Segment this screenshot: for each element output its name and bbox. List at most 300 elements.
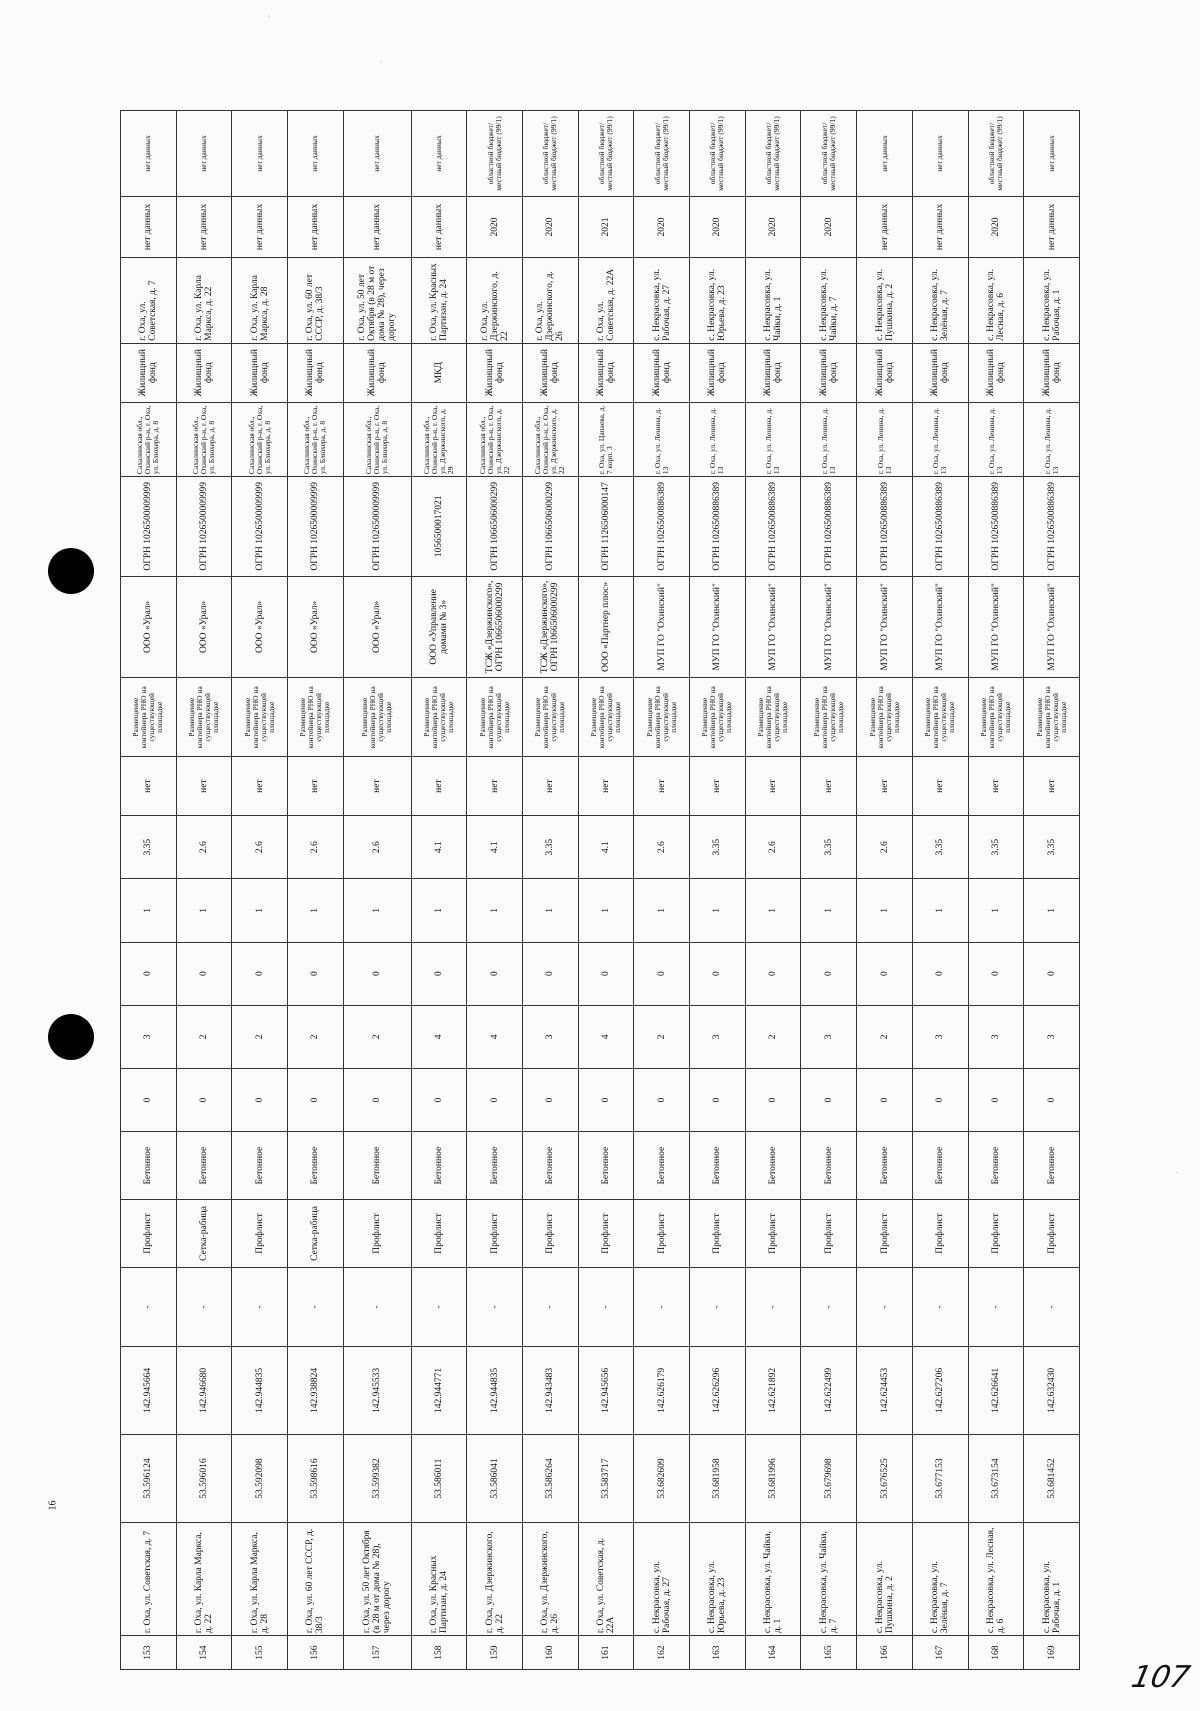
cell-purpose: Размещение контейнера РНО на существующей площадке	[578, 678, 634, 757]
table-row	[522, 111, 578, 1670]
cell-owner-address: Сахалинская обл., Охинский р-н, г. Оха, ул. Дзержинского, д. 22	[522, 402, 578, 477]
cell-purpose: Размещение контейнера РНО на существующей площадке	[467, 678, 523, 757]
cell-purpose: Размещение контейнера РНО на существующей площадке	[411, 678, 467, 757]
cell-source: Жилищный фонд	[121, 343, 177, 402]
cell-source: Жилищный фонд	[343, 343, 411, 402]
scan-speck: ·	[1176, 1170, 1178, 1176]
cell-financing: нет данных	[1024, 111, 1080, 197]
cell-longitude: 142.945664	[121, 1346, 177, 1434]
cell-address: с. Некрасовка, ул. Лесная, д. 6	[968, 1523, 1024, 1636]
cell-capacity: 2.6	[343, 816, 411, 879]
cell-base: Бетонное	[522, 1132, 578, 1200]
cell-bin-volume: 4	[578, 1005, 634, 1068]
cell-longitude: 142.945656	[578, 1346, 634, 1434]
cell-owner-name: МУП ГО "Охинский"	[968, 576, 1024, 678]
cell-owner-address: Сахалинская обл., Охинский р-н, г. Оха, ул. Дзержинского, д. 29	[411, 402, 467, 477]
cell-number: 167	[912, 1636, 968, 1670]
cell-base: Бетонное	[634, 1132, 690, 1200]
cell-financing: областной бюджет/местный бюджет (99/1)	[968, 111, 1024, 197]
cell-kgm: 0	[411, 942, 467, 1005]
cell-surface: Профлист	[343, 1200, 411, 1268]
table-row	[232, 111, 288, 1670]
cell-purpose: Размещение контейнера РНО на существующей площадке	[745, 678, 801, 757]
cell-bins: 0	[745, 1069, 801, 1132]
cell-separate: нет	[634, 757, 690, 816]
cell-bins: 0	[1024, 1069, 1080, 1132]
cell-base: Бетонное	[232, 1132, 288, 1200]
cell-surface: Профлист	[232, 1200, 288, 1268]
cell-capacity: 3.35	[968, 816, 1024, 879]
cell-latitude: 53.599382	[343, 1435, 411, 1523]
table-row	[690, 111, 746, 1670]
cell-source-address: с. Некрасовка, ул. Пушкина, д. 2	[857, 258, 913, 344]
cell-financing: нет данных	[912, 111, 968, 197]
cell-longitude: 142.622499	[801, 1346, 857, 1434]
cell-year: нет данных	[232, 197, 288, 258]
cell-latitude: 53.598616	[288, 1435, 344, 1523]
cell-source-address: с. Некрасовка, ул. Лесная, д. 6	[968, 258, 1024, 344]
cell-owner-ogrn: ОГРН 1026500009999	[232, 477, 288, 576]
cell-latitude: 53.596016	[176, 1435, 232, 1523]
cell-owner-ogrn: ОГРН 1026500009999	[121, 477, 177, 576]
cell-owner-name: ТСЖ «Дзержинского», ОГРН 1066506000299	[522, 576, 578, 678]
cell-owner-name: МУП ГО "Охинский"	[745, 576, 801, 678]
cell-owner-ogrn: ОГРН 1126506000147	[578, 477, 634, 576]
cell-owner-address: г. Оха, ул. Ленина, д. 13	[1024, 402, 1080, 477]
cell-year: нет данных	[1024, 197, 1080, 258]
cell-address: с. Некрасовка, ул. Юрьева, д. 23	[690, 1523, 746, 1636]
cell-bin-volume: 2	[745, 1005, 801, 1068]
cell-number: 158	[411, 1636, 467, 1670]
cell-bins: 0	[690, 1069, 746, 1132]
cell-bin-volume: 3	[801, 1005, 857, 1068]
cell-purpose: Размещение контейнера РНО на существующей площадке	[968, 678, 1024, 757]
cell-source: Жилищный фонд	[745, 343, 801, 402]
table-row	[912, 111, 968, 1670]
cell-capacity: 2.6	[176, 816, 232, 879]
cell-area: -	[1024, 1267, 1080, 1346]
cell-bins-volume-type: 1	[343, 879, 411, 942]
cell-bins-volume-type: 1	[578, 879, 634, 942]
binder-hole	[48, 1014, 94, 1060]
cell-bin-volume: 2	[288, 1005, 344, 1068]
cell-source-address: г. Оха, ул. Дзержинского, д. 26	[522, 258, 578, 344]
cell-bins: 0	[232, 1069, 288, 1132]
cell-owner-ogrn: ОГРН 1026500886389	[634, 477, 690, 576]
cell-purpose: Размещение контейнера РНО на существующей площадке	[912, 678, 968, 757]
cell-financing: нет данных	[857, 111, 913, 197]
cell-surface: Профлист	[968, 1200, 1024, 1268]
table-row	[467, 111, 523, 1670]
cell-number: 156	[288, 1636, 344, 1670]
cell-longitude: 142.632430	[1024, 1346, 1080, 1434]
cell-bin-volume: 2	[857, 1005, 913, 1068]
cell-capacity: 3.35	[912, 816, 968, 879]
cell-source: Жилищный фонд	[634, 343, 690, 402]
cell-bins: 0	[801, 1069, 857, 1132]
cell-owner-name: ООО «Партнер плюс»	[578, 576, 634, 678]
cell-base: Бетонное	[690, 1132, 746, 1200]
cell-capacity: 4.1	[467, 816, 523, 879]
cell-area: -	[801, 1267, 857, 1346]
cell-purpose: Размещение контейнера РНО на существующей площадке	[176, 678, 232, 757]
table-body	[121, 111, 1080, 1670]
cell-financing: областной бюджет/местный бюджет (99/1)	[745, 111, 801, 197]
cell-number: 154	[176, 1636, 232, 1670]
cell-bins-volume-type: 1	[690, 879, 746, 942]
table-row	[1024, 111, 1080, 1670]
cell-base: Бетонное	[745, 1132, 801, 1200]
cell-longitude: 142.945533	[343, 1346, 411, 1434]
cell-latitude: 53.677153	[912, 1435, 968, 1523]
table-row	[857, 111, 913, 1670]
cell-purpose: Размещение контейнера РНО на существующей площадке	[801, 678, 857, 757]
cell-year: нет данных	[121, 197, 177, 258]
cell-area: -	[121, 1267, 177, 1346]
cell-surface: Профлист	[634, 1200, 690, 1268]
table-row	[176, 111, 232, 1670]
cell-owner-address: г. Оха, ул. Ленина, д. 13	[801, 402, 857, 477]
cell-address: г. Оха, ул. Советская, д. 22А	[578, 1523, 634, 1636]
cell-source-address: г. Оха, ул. Дзержинского, д. 22	[467, 258, 523, 344]
cell-bin-volume: 2	[232, 1005, 288, 1068]
cell-bins-volume-type: 1	[857, 879, 913, 942]
cell-separate: нет	[690, 757, 746, 816]
cell-bins-volume-type: 1	[634, 879, 690, 942]
cell-capacity: 3.35	[121, 816, 177, 879]
cell-bins: 0	[467, 1069, 523, 1132]
cell-financing: областной бюджет/местный бюджет (99/1)	[801, 111, 857, 197]
cell-financing: областной бюджет/местный бюджет (99/1)	[522, 111, 578, 197]
cell-bin-volume: 3	[121, 1005, 177, 1068]
cell-capacity: 2.6	[745, 816, 801, 879]
cell-longitude: 142.944835	[232, 1346, 288, 1434]
cell-purpose: Размещение контейнера РНО на существующей площадке	[343, 678, 411, 757]
cell-source: Жилищный фонд	[176, 343, 232, 402]
cell-source-address: с. Некрасовка, ул. Рабочая, д. 27	[634, 258, 690, 344]
cell-owner-name: МУП ГО "Охинский"	[912, 576, 968, 678]
cell-base: Бетонное	[801, 1132, 857, 1200]
cell-longitude: 142.626296	[690, 1346, 746, 1434]
cell-owner-name: ТСЖ «Дзержинского», ОГРН 1066506000299	[467, 576, 523, 678]
table-row	[288, 111, 344, 1670]
cell-owner-name: ООО «Урал»	[288, 576, 344, 678]
cell-base: Бетонное	[288, 1132, 344, 1200]
cell-area: -	[912, 1267, 968, 1346]
cell-bins: 0	[634, 1069, 690, 1132]
table-row	[121, 111, 177, 1670]
cell-source: Жилищный фонд	[968, 343, 1024, 402]
cell-address: г. Оха, ул. Дзержинского, д. 26	[522, 1523, 578, 1636]
cell-owner-ogrn: ОГРН 1026500886389	[968, 477, 1024, 576]
cell-purpose: Размещение контейнера РНО на существующей площадке	[634, 678, 690, 757]
cell-owner-address: г. Оха, ул. Ленина, д. 13	[690, 402, 746, 477]
cell-surface: Профлист	[745, 1200, 801, 1268]
cell-purpose: Размещение контейнера РНО на существующей площадке	[522, 678, 578, 757]
cell-latitude: 53.682609	[634, 1435, 690, 1523]
cell-longitude: 142.627206	[912, 1346, 968, 1434]
cell-owner-name: ООО «Управление домами № 3»	[411, 576, 467, 678]
cell-surface: Профлист	[467, 1200, 523, 1268]
cell-owner-name: МУП ГО "Охинский"	[690, 576, 746, 678]
registry-table	[120, 110, 1080, 1670]
cell-number: 155	[232, 1636, 288, 1670]
cell-number: 157	[343, 1636, 411, 1670]
cell-longitude: 142.626179	[634, 1346, 690, 1434]
cell-separate: нет	[857, 757, 913, 816]
cell-owner-name: МУП ГО "Охинский"	[801, 576, 857, 678]
cell-source-address: г. Оха, ул. Карла Маркса, д. 28	[232, 258, 288, 344]
cell-address: с. Некрасовка, ул. Чайки, д. 7	[801, 1523, 857, 1636]
cell-latitude: 53.681996	[745, 1435, 801, 1523]
cell-owner-ogrn: ОГРН 1026500886389	[912, 477, 968, 576]
cell-year: 2020	[968, 197, 1024, 258]
cell-capacity: 3.35	[1024, 816, 1080, 879]
cell-area: -	[578, 1267, 634, 1346]
cell-separate: нет	[912, 757, 968, 816]
cell-owner-ogrn: ОГРН 1026500009999	[288, 477, 344, 576]
cell-capacity: 4.1	[411, 816, 467, 879]
cell-year: нет данных	[857, 197, 913, 258]
cell-owner-name: ООО «Урал»	[121, 576, 177, 678]
cell-area: -	[288, 1267, 344, 1346]
cell-latitude: 53.679698	[801, 1435, 857, 1523]
cell-bins-volume-type: 1	[232, 879, 288, 942]
rotated-table-wrapper	[120, 110, 1080, 1670]
cell-longitude: 142.943483	[522, 1346, 578, 1434]
cell-bin-volume: 2	[343, 1005, 411, 1068]
cell-financing: нет данных	[411, 111, 467, 197]
cell-separate: нет	[176, 757, 232, 816]
cell-year: нет данных	[288, 197, 344, 258]
cell-separate: нет	[745, 757, 801, 816]
side-mark: 16	[47, 1500, 59, 1511]
cell-longitude: 142.621892	[745, 1346, 801, 1434]
cell-area: -	[176, 1267, 232, 1346]
table-row	[343, 111, 411, 1670]
table-row	[578, 111, 634, 1670]
table-row	[634, 111, 690, 1670]
cell-capacity: 3.35	[690, 816, 746, 879]
cell-separate: нет	[343, 757, 411, 816]
cell-bins: 0	[121, 1069, 177, 1132]
cell-owner-address: г. Оха, ул. Ленина, д. 13	[745, 402, 801, 477]
table-row	[411, 111, 467, 1670]
cell-address: с. Некрасовка, ул. Пушкина, д. 2	[857, 1523, 913, 1636]
cell-area: -	[690, 1267, 746, 1346]
cell-kgm: 0	[968, 942, 1024, 1005]
cell-owner-ogrn: ОГРН 1026500886389	[1024, 477, 1080, 576]
cell-capacity: 2.6	[288, 816, 344, 879]
cell-source: Жилищный фонд	[1024, 343, 1080, 402]
cell-bins-volume-type: 1	[288, 879, 344, 942]
cell-bins-volume-type: 1	[912, 879, 968, 942]
cell-address: г. Оха, ул. Красных Партизан, д. 24	[411, 1523, 467, 1636]
cell-separate: нет	[1024, 757, 1080, 816]
cell-financing: областной бюджет/местный бюджет (99/1)	[690, 111, 746, 197]
cell-year: 2020	[801, 197, 857, 258]
cell-owner-address: Сахалинская обл., Охинский р-н, г. Оха, ул. Дзержинского, д. 22	[467, 402, 523, 477]
scan-speck: ·	[380, 60, 382, 66]
cell-latitude: 53.676525	[857, 1435, 913, 1523]
cell-number: 163	[690, 1636, 746, 1670]
cell-kgm: 0	[467, 942, 523, 1005]
cell-year: нет данных	[176, 197, 232, 258]
cell-source: Жилищный фонд	[288, 343, 344, 402]
cell-financing: нет данных	[176, 111, 232, 197]
cell-owner-address: г. Оха, ул. Цапаева, д. 7 корп. 3	[578, 402, 634, 477]
cell-source: Жилищный фонд	[522, 343, 578, 402]
cell-source-address: г. Оха, ул. Карла Маркса, д. 22	[176, 258, 232, 344]
cell-base: Бетонное	[343, 1132, 411, 1200]
cell-number: 166	[857, 1636, 913, 1670]
cell-base: Бетонное	[578, 1132, 634, 1200]
cell-separate: нет	[467, 757, 523, 816]
cell-source-address: с. Некрасовка, ул. Чайки, д. 7	[801, 258, 857, 344]
cell-latitude: 53.586041	[467, 1435, 523, 1523]
cell-bins: 0	[343, 1069, 411, 1132]
cell-bins: 0	[912, 1069, 968, 1132]
cell-bin-volume: 2	[176, 1005, 232, 1068]
cell-latitude: 53.583717	[578, 1435, 634, 1523]
cell-bins: 0	[411, 1069, 467, 1132]
cell-area: -	[232, 1267, 288, 1346]
cell-separate: нет	[522, 757, 578, 816]
cell-year: нет данных	[411, 197, 467, 258]
cell-owner-name: ООО «Урал»	[176, 576, 232, 678]
cell-base: Бетонное	[121, 1132, 177, 1200]
cell-kgm: 0	[857, 942, 913, 1005]
cell-longitude: 142.946680	[176, 1346, 232, 1434]
cell-purpose: Размещение контейнера РНО на существующей площадке	[232, 678, 288, 757]
cell-owner-address: Сахалинская обл., Охинский р-н, г. Оха, ул. Блюхера, д. 8	[176, 402, 232, 477]
cell-number: 164	[745, 1636, 801, 1670]
cell-bin-volume: 3	[690, 1005, 746, 1068]
binder-hole	[48, 548, 94, 594]
cell-latitude: 53.681958	[690, 1435, 746, 1523]
cell-year: 2020	[467, 197, 523, 258]
table-row	[968, 111, 1024, 1670]
cell-owner-ogrn: ОГРН 1026500886389	[690, 477, 746, 576]
cell-source: Жилищный фонд	[857, 343, 913, 402]
cell-source: Жилищный фонд	[912, 343, 968, 402]
cell-number: 162	[634, 1636, 690, 1670]
cell-owner-address: Сахалинская обл., Охинский р-н, г. Оха, ул. Блюхера, д. 8	[121, 402, 177, 477]
cell-financing: нет данных	[232, 111, 288, 197]
cell-bins-volume-type: 1	[801, 879, 857, 942]
cell-area: -	[745, 1267, 801, 1346]
cell-kgm: 0	[343, 942, 411, 1005]
cell-kgm: 0	[578, 942, 634, 1005]
cell-separate: нет	[232, 757, 288, 816]
cell-source-address: с. Некрасовка, ул. Рабочая, д. 1	[1024, 258, 1080, 344]
cell-owner-name: МУП ГО "Охинский"	[1024, 576, 1080, 678]
cell-surface: Профлист	[411, 1200, 467, 1268]
cell-source: Жилищный фонд	[578, 343, 634, 402]
cell-address: с. Некрасовка, ул. Рабочая, д. 27	[634, 1523, 690, 1636]
cell-purpose: Размещение контейнера РНО на существующей площадке	[288, 678, 344, 757]
cell-bin-volume: 3	[522, 1005, 578, 1068]
cell-capacity: 4.1	[578, 816, 634, 879]
cell-bin-volume: 2	[634, 1005, 690, 1068]
cell-bins-volume-type: 1	[745, 879, 801, 942]
cell-year: 2020	[634, 197, 690, 258]
cell-owner-address: г. Оха, ул. Ленина, д. 13	[634, 402, 690, 477]
cell-number: 165	[801, 1636, 857, 1670]
cell-owner-address: г. Оха, ул. Ленина, д. 13	[857, 402, 913, 477]
scan-speck: ·	[1040, 470, 1042, 476]
cell-area: -	[467, 1267, 523, 1346]
cell-year: 2020	[522, 197, 578, 258]
cell-latitude: 53.681452	[1024, 1435, 1080, 1523]
cell-owner-name: ООО «Урал»	[232, 576, 288, 678]
cell-base: Бетонное	[1024, 1132, 1080, 1200]
cell-source: Жилищный фонд	[232, 343, 288, 402]
cell-purpose: Размещение контейнера РНО на существующей площадке	[1024, 678, 1080, 757]
cell-kgm: 0	[1024, 942, 1080, 1005]
cell-surface: Сетка-рабица	[176, 1200, 232, 1268]
cell-financing: областной бюджет/местный бюджет (99/1)	[578, 111, 634, 197]
cell-kgm: 0	[232, 942, 288, 1005]
cell-year: 2021	[578, 197, 634, 258]
cell-financing: областной бюджет/местный бюджет (99/1)	[467, 111, 523, 197]
cell-bins-volume-type: 1	[121, 879, 177, 942]
cell-source: Жилищный фонд	[801, 343, 857, 402]
cell-area: -	[343, 1267, 411, 1346]
cell-bins: 0	[176, 1069, 232, 1132]
cell-year: 2020	[690, 197, 746, 258]
cell-address: г. Оха, ул. 50 лет Октября (в 28 м от дома № 28), через дорогу	[343, 1523, 411, 1636]
cell-owner-address: г. Оха, ул. Ленина, д. 13	[912, 402, 968, 477]
cell-owner-address: Сахалинская обл., Охинский р-н, г. Оха, ул. Блюхера, д. 8	[288, 402, 344, 477]
cell-bins: 0	[522, 1069, 578, 1132]
cell-financing: нет данных	[288, 111, 344, 197]
cell-separate: нет	[968, 757, 1024, 816]
cell-address: г. Оха, ул. Карла Маркса, д. 28	[232, 1523, 288, 1636]
cell-number: 159	[467, 1636, 523, 1670]
cell-area: -	[857, 1267, 913, 1346]
cell-owner-ogrn: ОГРН 1066506000299	[467, 477, 523, 576]
cell-bins-volume-type: 1	[467, 879, 523, 942]
cell-separate: нет	[411, 757, 467, 816]
cell-year: 2020	[745, 197, 801, 258]
cell-bin-volume: 3	[1024, 1005, 1080, 1068]
cell-bins-volume-type: 1	[968, 879, 1024, 942]
cell-capacity: 2.6	[634, 816, 690, 879]
cell-kgm: 0	[912, 942, 968, 1005]
cell-owner-name: ООО «Урал»	[343, 576, 411, 678]
table-row	[745, 111, 801, 1670]
cell-address: г. Оха, ул. Советская, д. 7	[121, 1523, 177, 1636]
cell-owner-address: г. Оха, ул. Ленина, д. 13	[968, 402, 1024, 477]
cell-purpose: Размещение контейнера РНО на существующей площадке	[857, 678, 913, 757]
cell-surface: Профлист	[121, 1200, 177, 1268]
cell-purpose: Размещение контейнера РНО на существующей площадке	[690, 678, 746, 757]
cell-kgm: 0	[690, 942, 746, 1005]
cell-address: г. Оха, ул. Дзержинского, д. 22	[467, 1523, 523, 1636]
cell-latitude: 53.592098	[232, 1435, 288, 1523]
cell-latitude: 53.673154	[968, 1435, 1024, 1523]
cell-base: Бетонное	[857, 1132, 913, 1200]
cell-kgm: 0	[121, 942, 177, 1005]
cell-address: с. Некрасовка, ул. Рабочая, д. 1	[1024, 1523, 1080, 1636]
cell-area: -	[968, 1267, 1024, 1346]
cell-bin-volume: 3	[912, 1005, 968, 1068]
cell-kgm: 0	[745, 942, 801, 1005]
cell-source: Жилищный фонд	[690, 343, 746, 402]
cell-surface: Сетка-рабица	[288, 1200, 344, 1268]
cell-longitude: 142.944835	[467, 1346, 523, 1434]
